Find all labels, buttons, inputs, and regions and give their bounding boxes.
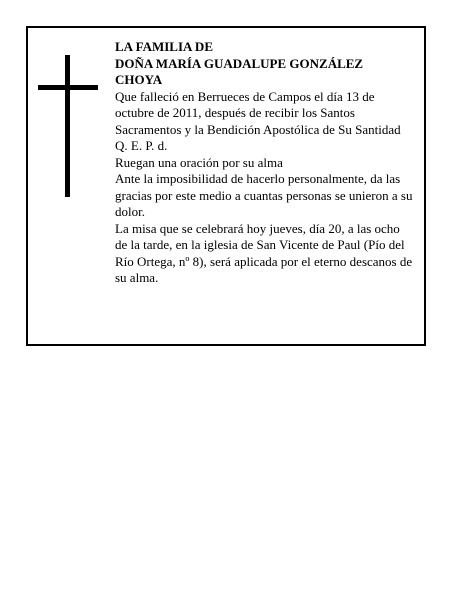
- thanks-paragraph: Ante la imposibilidad de hacerlo personalmente, da las gracias por este medio a cuantas personas se unieron a su dolor.: [115, 171, 413, 219]
- prayer-request-line: Ruegan una oración por su alma: [115, 154, 283, 170]
- notice-heading-line-3: CHOYA: [115, 72, 163, 87]
- qepd-line: Q. E. P. d.: [115, 138, 168, 153]
- cross-horizontal-bar: [38, 85, 98, 90]
- cross-icon: [38, 55, 98, 197]
- obituary-notice: [26, 26, 426, 346]
- notice-heading-line-1: LA FAMILIA DE: [115, 39, 213, 54]
- death-announcement-paragraph: Que falleció en Berrueces de Campos el día 13 de octubre de 2011, después de recibir los Santos Sacramentos y la Bendición Apostólica de Su Santidad: [115, 88, 401, 137]
- mass-announcement-paragraph: La misa que se celebrará hoy jueves, día 20, a las ocho de la tarde, en la iglesia de San Vicente de Paul (Pío del Río Ortega, nº 8), será aplicada por el eterno descanos de su alma.: [115, 220, 413, 285]
- notice-body: [115, 39, 415, 287]
- cross-vertical-bar: [65, 55, 70, 197]
- notice-heading-line-2: DOÑA MARÍA GUADALUPE GONZÁLEZ: [115, 55, 364, 71]
